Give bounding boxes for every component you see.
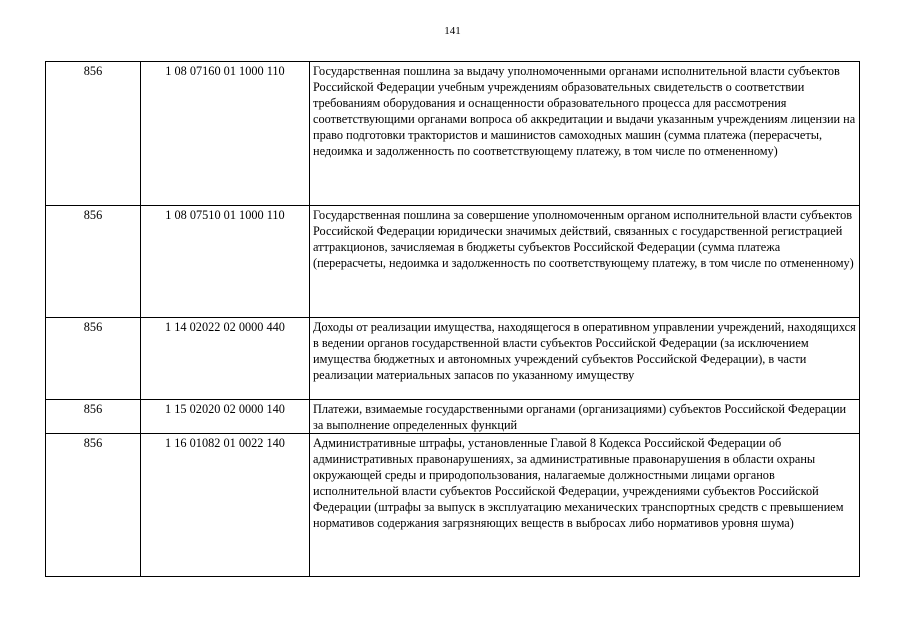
description-cell: Государственная пошлина за совершение уполномоченным органом исполнительной власти субъектов Российской Федерации юридически значимых действий, связанных с государственной регистрацией аттракционов, зачисляемая в бюджеты субъектов Российской Федерации (сумма платежа (перерасчеты, недоимка и задолженность по соответствующему платежу, в том числе по отмененному) <box>310 206 860 318</box>
admin-code-cell: 856 <box>46 206 141 318</box>
budget-codes-table <box>45 61 860 577</box>
kbk-code-cell: 1 08 07160 01 1000 110 <box>141 62 310 206</box>
description-cell: Доходы от реализации имущества, находящегося в оперативном управлении учреждений, находящихся в ведении органов государственной власти субъектов Российской Федерации (за исключением имущества бюджетных и автономных учреждений субъектов Российской Федерации), в части реализации материальных запасов по указанному имуществу <box>310 318 860 400</box>
kbk-code-cell: 1 16 01082 01 0022 140 <box>141 434 310 577</box>
table-row <box>46 434 860 577</box>
table-row <box>46 318 860 400</box>
table-row <box>46 62 860 206</box>
admin-code-cell: 856 <box>46 434 141 577</box>
description-cell: Административные штрафы, установленные Главой 8 Кодекса Российской Федерации об административных правонарушениях, за административные правонарушения в области охраны окружающей среды и природопользования, налагаемые должностными лицами органов исполнительной власти субъектов Российской Федерации, учреждениями субъектов Российской Федерации (штрафы за выпуск в эксплуатацию механических транспортных средств с превышением нормативов содержания загрязняющих веществ в выбросах либо нормативов уровня шума) <box>310 434 860 577</box>
admin-code-cell: 856 <box>46 62 141 206</box>
page-number: 141 <box>444 25 461 37</box>
table-row <box>46 206 860 318</box>
table-row <box>46 400 860 434</box>
admin-code-cell: 856 <box>46 318 141 400</box>
description-cell: Государственная пошлина за выдачу уполномоченными органами исполнительной власти субъектов Российской Федерации учебным учреждениям образовательных свидетельств о соответствии требованиям оборудования и оснащенности образовательного процесса для рассмотрения соответствующими органами вопроса об аккредитации и выдачи указанным учреждениям лицензии на право подготовки трактористов и машинистов самоходных машин (сумма платежа (перерасчеты, недоимка и задолженность по соответствующему платежу, в том числе по отмененному) <box>310 62 860 206</box>
description-cell: Платежи, взимаемые государственными органами (организациями) субъектов Российской Федерации за выполнение определенных функций <box>310 400 860 434</box>
kbk-code-cell: 1 15 02020 02 0000 140 <box>141 400 310 434</box>
admin-code-cell: 856 <box>46 400 141 434</box>
kbk-code-cell: 1 08 07510 01 1000 110 <box>141 206 310 318</box>
kbk-code-cell: 1 14 02022 02 0000 440 <box>141 318 310 400</box>
